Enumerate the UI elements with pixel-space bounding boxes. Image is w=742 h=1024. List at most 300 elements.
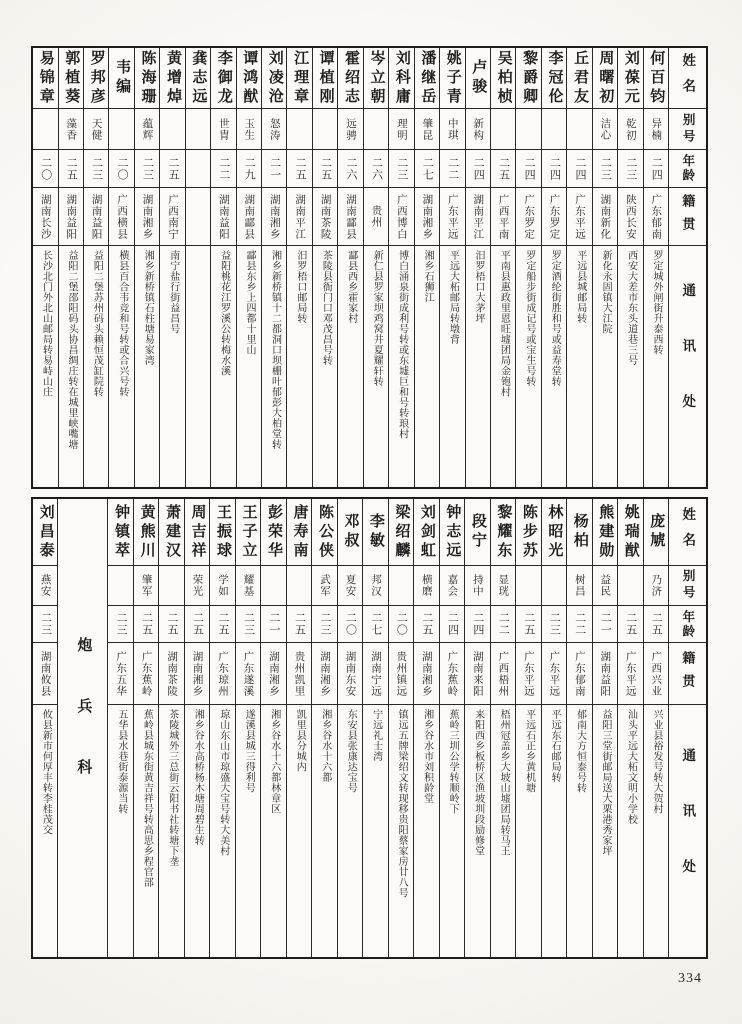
entry-native (109, 188, 133, 246)
entry-name-text: 黎耀东 (495, 503, 512, 561)
entry-address-text: 琼山东山市琼盛大宝号转大美村 (217, 709, 229, 856)
entry-age-text: 二〇 (116, 156, 129, 181)
entry-age (108, 606, 132, 643)
entry-native-text: 广东平远 (624, 650, 636, 697)
entry-address-text: 汕头平远大柘文明小学校 (625, 709, 637, 825)
entry-name-text: 王振球 (215, 503, 232, 561)
entry-age-text: 二三 (548, 612, 561, 636)
entry-name-text: 刘剑虹 (418, 503, 435, 561)
entry-name (593, 48, 617, 109)
entry-native (440, 188, 464, 246)
entry-name (491, 499, 515, 566)
roster-table-bottom (31, 497, 708, 959)
entry-address (108, 705, 132, 957)
section-divider-column (57, 499, 107, 957)
header-native-cell (669, 643, 706, 705)
entry-address-text: 蕉岭三圳公学转顺岭下 (447, 709, 459, 814)
entry-column (362, 499, 387, 957)
entry-native (414, 643, 438, 705)
entry-alias-text: 学如 (217, 574, 229, 597)
entry-column (643, 499, 668, 957)
entry-native (135, 188, 159, 246)
entry-alias-text: 邦汉 (369, 574, 381, 597)
entry-native-text: 广西博白 (395, 193, 407, 240)
entry-name-text: 吴柏桢 (495, 49, 512, 107)
entry-alias (159, 566, 183, 606)
entry-age-text: 二〇 (344, 612, 357, 636)
entry-alias (593, 109, 617, 150)
entry-name-text: 李敏 (367, 513, 384, 551)
entry-alias (134, 566, 158, 606)
entry-address (135, 246, 159, 487)
entry-age-text: 二五 (166, 612, 179, 636)
entry-age (262, 150, 286, 188)
entry-name (389, 499, 413, 566)
entry-name (516, 499, 540, 566)
entry-name (134, 499, 158, 566)
entry-address (440, 705, 464, 957)
entry-address (466, 246, 490, 487)
entry-native (466, 188, 490, 246)
entry-native (440, 643, 464, 705)
entry-alias (261, 566, 285, 606)
entry-native-text: 湖南茶陵 (319, 193, 331, 240)
entry-address (644, 705, 668, 957)
entry-age (414, 606, 438, 643)
entry-native (211, 188, 235, 246)
entry-column (33, 499, 57, 957)
entry-age-text: 二二 (446, 156, 459, 181)
entry-native-text: 广西梧州 (497, 650, 509, 697)
entry-age (466, 150, 490, 188)
entry-name-text: 江理章 (292, 49, 309, 107)
entry-native-text: 湖南新化 (599, 193, 611, 240)
entry-native-text: 陕西长安 (624, 193, 636, 240)
header-column (668, 48, 706, 487)
entry-alias-text: 乾初 (624, 117, 636, 141)
entry-address-text: 郁南大方恒泰号转 (574, 709, 586, 793)
entry-age-text: 二六 (370, 156, 383, 181)
entry-address (236, 705, 260, 957)
entry-address (160, 246, 184, 487)
entry-name-text: 彭荣华 (265, 503, 282, 561)
entry-address (567, 246, 591, 487)
entry-alias (542, 109, 566, 150)
entry-native (186, 188, 210, 246)
entry-name-text: 罗邦彦 (88, 49, 105, 107)
entry-age (593, 606, 617, 643)
entry-name (313, 48, 337, 109)
entry-age-text: 二三 (242, 612, 255, 636)
entry-alias (109, 109, 133, 150)
entry-native-text: 湖南东安 (344, 650, 356, 697)
entry-column (185, 48, 210, 487)
entry-address-text: 湘乡新桥镇十二都洞口坝栅叶郁彭大柏堂转 (269, 250, 281, 450)
roster-table-top (31, 46, 708, 489)
entry-native-text: 湖南长沙 (39, 193, 51, 240)
entry-address-text: 罗定船步街成记号或宝生号转 (523, 250, 535, 387)
entry-address (211, 246, 235, 487)
entry-age (363, 606, 387, 643)
entry-name-text: 刘葆元 (622, 49, 639, 107)
entry-name-text: 庞虓 (648, 513, 665, 551)
entry-column (311, 499, 336, 957)
entry-name-text: 陈公侠 (316, 503, 333, 561)
entry-name (415, 48, 439, 109)
entry-alias (287, 109, 311, 150)
entry-native (287, 643, 311, 705)
entry-age (389, 606, 413, 643)
entry-name-text: 钟志远 (444, 503, 461, 561)
entry-address-text: 益阳二堡苏州码头赖恒茂缸院转 (91, 250, 103, 397)
entry-native-text: 广东蕉岭 (140, 650, 152, 697)
entry-address-text: 平远东石邮局转 (549, 709, 561, 783)
entry-address (312, 705, 336, 957)
entry-age (440, 606, 464, 643)
entry-native-text: 广东平远 (446, 193, 458, 240)
entry-name (185, 499, 209, 566)
entry-address (414, 705, 438, 957)
entry-age (33, 150, 57, 188)
entry-age-text: 二三 (39, 612, 52, 636)
entry-age-text: 二一 (599, 612, 612, 636)
entry-name-text: 易锦章 (37, 49, 54, 107)
entry-address-text: 横县百合韦竞和号转或合兴号转 (116, 250, 128, 397)
entry-name (237, 48, 261, 109)
entry-alias-text: 耀基 (242, 574, 254, 597)
entry-alias (59, 109, 83, 150)
entry-native-text: 广西横县 (116, 193, 128, 240)
entry-native-text: 广东平远 (573, 193, 585, 240)
entry-column (312, 48, 337, 487)
entry-name (109, 48, 133, 109)
entry-address-text: 益阳三堂街邮局送大栗港秀家坪 (600, 709, 612, 856)
entry-address-text: 凯里县分城内 (294, 709, 306, 772)
entry-alias-text: 怒涛 (268, 117, 280, 141)
entry-name (567, 499, 591, 566)
entry-name-text: 龚志远 (190, 49, 207, 107)
entry-age (644, 150, 668, 188)
entry-native-text: 广东琼州 (217, 650, 229, 697)
entry-alias-text: 燕安 (39, 574, 51, 597)
entry-alias (312, 566, 336, 606)
entry-address-text: 平远县城邮局转 (574, 250, 586, 324)
entry-native (364, 188, 388, 246)
entry-name-text: 钟镇萃 (113, 503, 130, 561)
entry-native-text: 湖南湘乡 (191, 650, 203, 697)
entry-address-text: 酃县西乡霍家村 (345, 250, 357, 324)
entry-address (338, 705, 362, 957)
entry-alias (644, 566, 668, 606)
entry-address-text: 攸县新市何厚丰转李桂茂交 (40, 709, 52, 835)
entry-alias (593, 566, 617, 606)
entry-age-text: 二三 (90, 156, 103, 181)
entry-age (33, 606, 57, 643)
entry-address (644, 246, 668, 487)
entry-name-text: 何百钧 (648, 49, 665, 107)
entry-address (364, 246, 388, 487)
header-native-label: 籍贯 (680, 650, 696, 697)
entry-age-text: 二一 (267, 612, 280, 636)
entry-column (490, 499, 515, 957)
section-label (58, 499, 107, 957)
entry-address-text: 平远大柘邮局转墩背 (447, 250, 459, 345)
entry-name (287, 499, 311, 566)
entry-name-text: 黄熊川 (138, 503, 155, 561)
entry-native (618, 188, 642, 246)
entry-alias (210, 566, 234, 606)
header-name-label: 姓名 (680, 506, 696, 558)
entry-address (440, 246, 464, 487)
entry-address-text: 南宁盐行街益昌号 (167, 250, 179, 334)
entry-name (363, 499, 387, 566)
header-name-cell (669, 48, 706, 109)
entry-address-text: 平远石正乡黄机塘 (523, 709, 535, 793)
entry-native (313, 188, 337, 246)
entry-age (237, 150, 261, 188)
entry-age (618, 150, 642, 188)
entry-native (542, 188, 566, 246)
entry-alias (644, 109, 668, 150)
header-native-label: 籍贯 (680, 193, 696, 240)
entry-native-text: 湖南湘乡 (421, 193, 433, 240)
entry-native-text: 湖南酃县 (345, 193, 357, 240)
entry-address (33, 246, 57, 487)
entry-native (185, 643, 209, 705)
entry-age-text: 二四 (446, 612, 459, 636)
entry-alias (389, 109, 413, 150)
entry-column (617, 499, 642, 957)
entry-address-text: 汨罗梧口大茅坪 (472, 250, 484, 324)
entry-native-text: 贵州凯里 (293, 650, 305, 697)
entry-native-text: 广东五华 (115, 650, 127, 697)
entry-name-text: 霍绍志 (343, 49, 360, 107)
entry-age-text: 二三 (318, 612, 331, 636)
entry-native (465, 643, 489, 705)
entry-alias (516, 109, 540, 150)
header-column (668, 499, 706, 957)
entry-native-text: 广西南宁 (166, 193, 178, 240)
entry-column (286, 48, 311, 487)
entry-age (160, 150, 184, 188)
entry-address-text: 罗定酒纶街胜和号或益寿堂转 (549, 250, 561, 387)
entry-alias (160, 109, 184, 150)
entry-age (491, 150, 515, 188)
section-label-text: 炮兵科 (75, 636, 92, 820)
entry-name-text: 谭鸿猷 (241, 49, 258, 107)
entry-native (160, 188, 184, 246)
entry-column (337, 48, 362, 487)
entry-age (313, 150, 337, 188)
entry-age-text: 二五 (319, 156, 332, 181)
entry-name (389, 48, 413, 109)
entry-age-text: 二五 (294, 156, 307, 181)
entry-address-text: 遂溪县城三得利号 (243, 709, 255, 793)
entry-column (260, 499, 285, 957)
entry-age (159, 606, 183, 643)
entry-native-text: 湖南酃县 (243, 193, 255, 240)
entry-age (389, 150, 413, 188)
entry-alias-text: 藻香 (65, 117, 77, 141)
entry-alias (108, 566, 132, 606)
entry-age-text: 二五 (65, 156, 78, 181)
entry-age-text: 二四 (650, 156, 663, 181)
entry-address-text: 博白涌泉街成利号转或东墟巨和号转琅村 (396, 250, 408, 439)
entry-native (389, 188, 413, 246)
entry-native-text: 广东罗定 (548, 193, 560, 240)
entry-name-text: 姚子青 (444, 49, 461, 107)
entry-age-text: 二五 (497, 156, 510, 181)
entry-name-text: 卢骏 (470, 59, 487, 97)
entry-address (261, 705, 285, 957)
entry-name (593, 499, 617, 566)
entry-alias (186, 109, 210, 150)
entry-native (491, 188, 515, 246)
entry-native-text: 广东罗定 (523, 193, 535, 240)
entry-native-text: 广东郁南 (650, 193, 662, 240)
entry-name-text: 段宁 (469, 513, 486, 551)
entry-name (440, 48, 464, 109)
entry-name-text: 杨柏 (571, 513, 588, 551)
entry-address (618, 705, 642, 957)
entry-age (135, 150, 159, 188)
entry-column (464, 499, 489, 957)
entry-address (363, 705, 387, 957)
header-alias-cell (669, 109, 706, 150)
header-address-cell (669, 705, 706, 957)
entry-column (159, 48, 184, 487)
entry-name (618, 499, 642, 566)
entry-address (593, 246, 617, 487)
entry-column (439, 48, 464, 487)
entry-alias-text: 乃济 (650, 574, 662, 597)
entry-alias (440, 109, 464, 150)
entry-age-text: 二四 (523, 156, 536, 181)
entry-name-text: 韦编 (114, 59, 131, 97)
entry-alias-text: 夏安 (344, 574, 356, 597)
entry-age (644, 606, 668, 643)
entry-column (617, 48, 642, 487)
entry-address-text: 平南县惠政里恩旺墟团局金铇村 (498, 250, 510, 397)
entry-age (465, 606, 489, 643)
entry-age-text: 二七 (421, 156, 434, 181)
entry-alias-text: 远骋 (345, 117, 357, 141)
entry-column (83, 48, 108, 487)
entry-name (261, 499, 285, 566)
entry-alias-text: 洁心 (599, 117, 611, 141)
entry-age-text: 二二 (497, 612, 510, 636)
entry-alias (185, 566, 209, 606)
entry-age (236, 606, 260, 643)
entry-alias (491, 109, 515, 150)
entry-native (108, 643, 132, 705)
entry-column (261, 48, 286, 487)
entry-address-text: 益阳桃花江罗溪公转梅水溪 (218, 250, 230, 376)
entry-native-text: 湖南湘乡 (420, 650, 432, 697)
entry-alias-text: 天健 (90, 117, 102, 141)
entry-column (413, 499, 438, 957)
entry-address-text: 西安大差市东头道巷三号 (625, 250, 637, 366)
entry-alias (567, 109, 591, 150)
entry-column (337, 499, 362, 957)
entry-age-text: 二七 (369, 612, 382, 636)
entry-column (210, 48, 235, 487)
header-alias-cell (669, 566, 706, 606)
entry-address (59, 246, 83, 487)
entry-native (287, 188, 311, 246)
entry-age-text: 二五 (624, 612, 637, 636)
entry-alias (33, 109, 57, 150)
entry-age-text: 二五 (420, 612, 433, 636)
entry-native (618, 643, 642, 705)
entry-native (593, 643, 617, 705)
entry-age-text: 二五 (293, 612, 306, 636)
entry-address (262, 246, 286, 487)
entry-column (158, 499, 183, 957)
entry-address (186, 246, 210, 487)
entry-age (567, 606, 591, 643)
entry-name (287, 48, 311, 109)
entry-alias (84, 109, 108, 150)
entry-age-text: 二〇 (395, 612, 408, 636)
entry-address-text: 湘乡谷水市刘积龄堂 (421, 709, 433, 804)
entry-age (364, 150, 388, 188)
entry-age-text: 二二 (573, 612, 586, 636)
entry-native (312, 643, 336, 705)
entry-native-text: 湖南湘乡 (141, 193, 153, 240)
header-age-label: 年龄 (680, 154, 695, 183)
entry-name-text: 李御龙 (215, 49, 232, 107)
entry-alias-text: 理明 (395, 117, 407, 141)
entry-name-text: 谭植刚 (317, 49, 334, 107)
entry-age-text: 二四 (471, 612, 484, 636)
entry-native (59, 188, 83, 246)
entry-age-text: 二五 (140, 612, 153, 636)
entry-age (211, 150, 235, 188)
entry-alias (491, 566, 515, 606)
entry-alias (313, 109, 337, 150)
entry-alias (33, 566, 57, 606)
entry-name (644, 48, 668, 109)
entry-native (159, 643, 183, 705)
entry-column (58, 48, 83, 487)
entry-address-text: 茶陵城外三总街云阳书社转塘下垄 (166, 709, 178, 867)
entry-age (109, 150, 133, 188)
entry-name-text: 刘科庸 (393, 49, 410, 107)
entry-age-text: 二五 (650, 612, 663, 636)
entry-name (160, 48, 184, 109)
entry-alias (465, 566, 489, 606)
entry-name-text: 岑立朝 (368, 49, 385, 107)
entry-native (516, 188, 540, 246)
entry-address (185, 705, 209, 957)
entry-alias (135, 109, 159, 150)
entry-native (237, 188, 261, 246)
entry-age (287, 606, 311, 643)
entry-age-text: 二五 (191, 612, 204, 636)
entry-native (134, 643, 158, 705)
entry-name (440, 499, 464, 566)
entry-name (210, 499, 234, 566)
entry-address (516, 705, 540, 957)
entry-name (84, 48, 108, 109)
entry-address-text: 湘乡谷水十六都林章区 (268, 709, 280, 814)
entry-native-text: 广西平南 (497, 193, 509, 240)
entry-native (542, 643, 566, 705)
entry-native-text: 贵州 (370, 205, 382, 228)
entry-alias (414, 566, 438, 606)
entry-name (135, 48, 159, 109)
